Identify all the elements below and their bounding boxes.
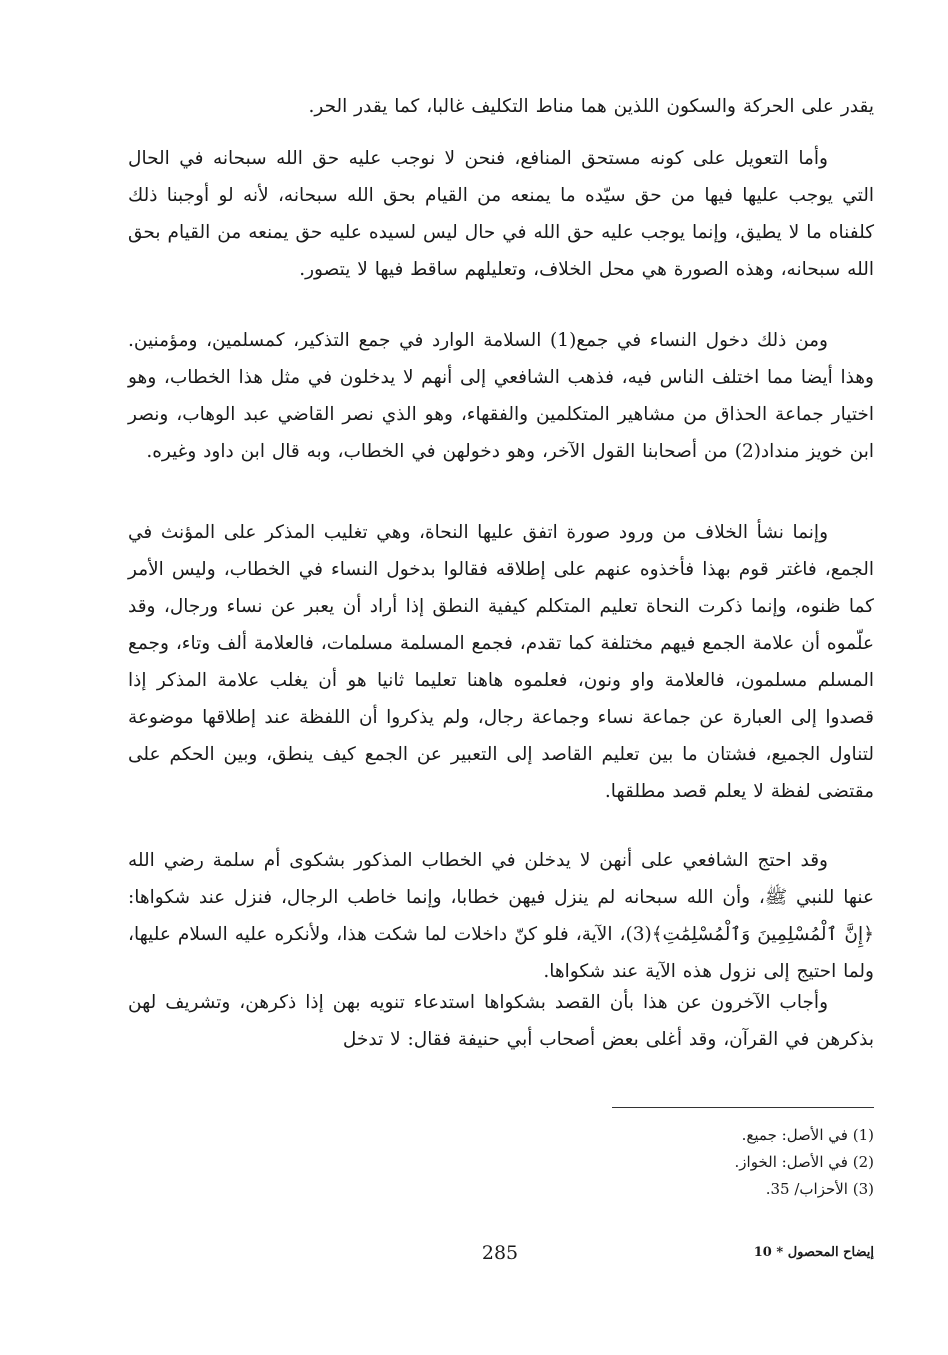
paragraph-3: وإنما نشأ الخلاف من ورود صورة اتفق عليها النحاة، وهي تغليب المذكر على المؤنث في الجمع، فاغتر قوم بهذا فأخذوه عنهم على إطلاقه فقالوا بدخول النساء في الخطاب، وليس الأمر كما ظنوه، وإنما ذكرت النحاة تعليم المتكلم كيفية النطق إذا أراد أن يعبر عن نساء ورجال، وقد علّموه أن علامة الجمع فيهم مختلفة كما تقدم، فجمع المسلمة مسلمات، فالعلامة ألف وتاء، وجمع المسلم مسلمون، فالعلامة واو ونون، فعلموه هاهنا تعليما ثانيا هو أن يغلب علامة المذكر إذا قصدوا إلى العبارة عن جماعة نساء وجماعة رجال، ولم يذكروا أن اللفظة عند إطلاقها موضوعة لتناول الجميع، فشتان ما بين تعليم القاصد إلى التعبير عن الجمع كيف ينطق، وبين الحكم على مقتضى لفظة لا يعلم قصد مطلقها.: [128, 522, 874, 802]
paragraph-block-2: [128, 322, 874, 470]
paragraph-block-3: [128, 514, 874, 810]
footnotes: [520, 1122, 874, 1203]
paragraph-5: وأجاب الآخرون عن هذا بأن القصد بشكواها استدعاء تنويه بهن إذا ذكرهن، وتشريف لهن بذكرهن في القرآن، وقد أغلى بعض أصحاب أبي حنيفة فقال: لا تدخل: [128, 992, 874, 1050]
paragraph-2: ومن ذلك دخول النساء في جمع(1) السلامة الوارد في جمع التذكير، كمسلمين، ومؤمنين. وهذا أيضا مما اختلف الناس فيه، فذهب الشافعي إلى أنهم لا يدخلون في مثل هذا الخطاب، وهو اختيار جماعة الحذاق من مشاهير المتكلمين والفقهاء، وهو الذي نصر القاضي عبد الوهاب، ونصر ابن خويز منداد(2) من أصحابنا القول الآخر، وهو دخولهن في الخطاب، وبه قال ابن داود وغيره.: [128, 330, 874, 462]
footnote-divider: [612, 1107, 874, 1108]
page-number: 285: [481, 1242, 519, 1264]
text-line-continuation: [128, 88, 874, 125]
footnote-1: (1) في الأصل: جميع.: [741, 1126, 874, 1144]
paragraph-block-5: [128, 984, 874, 1058]
paragraph-1: وأما التعويل على كونه مستحق المنافع، فنحن لا نوجب عليه حق الله سبحانه في الحال التي يوجب عليها فيها من حق سيّده ما يمنعه من القيام بحق الله سبحانه، لأنه لو أوجبنا ذلك كلفناه ما لا يطيق، وإنما يوجب عليه حق الله في حال ليس لسيده عليه حق يمنعه من القيام بحق الله سبحانه، وهذه الصورة هي محل الخلاف، وتعليلهم ساقط فيها لا يتصور.: [128, 148, 874, 280]
paragraph-4: وقد احتج الشافعي على أنهن لا يدخلن في الخطاب المذكور بشكوى أم سلمة رضي الله عنها للنبي ﷺ، وأن الله سبحانه لم ينزل فيهن خطابا، وإنما خاطب الرجال، فنزل عند شكواها: ﴿إِنَّ ٱلْمُسْلِمِينَ وَٱلْمُسْلِمَٰتِ﴾(3)، الآية، فلو كنّ داخلات لما شكت هذا، ولأنكره عليه السلام عليها، ولما احتيج إلى نزول هذه الآية عند شكواها.: [128, 850, 874, 982]
paragraph-block-4: [128, 842, 874, 990]
paragraph-block-1: [128, 140, 874, 288]
footnote-3: (3) الأحزاب/ 35.: [765, 1180, 874, 1198]
footnote-2: (2) في الأصل: الخواز.: [734, 1153, 874, 1171]
running-title: إيضاح المحصول * 10: [753, 1245, 874, 1260]
paragraph-continuation: يقدر على الحركة والسكون اللذين هما مناط التكليف غالبا، كما يقدر الحر.: [308, 96, 874, 117]
